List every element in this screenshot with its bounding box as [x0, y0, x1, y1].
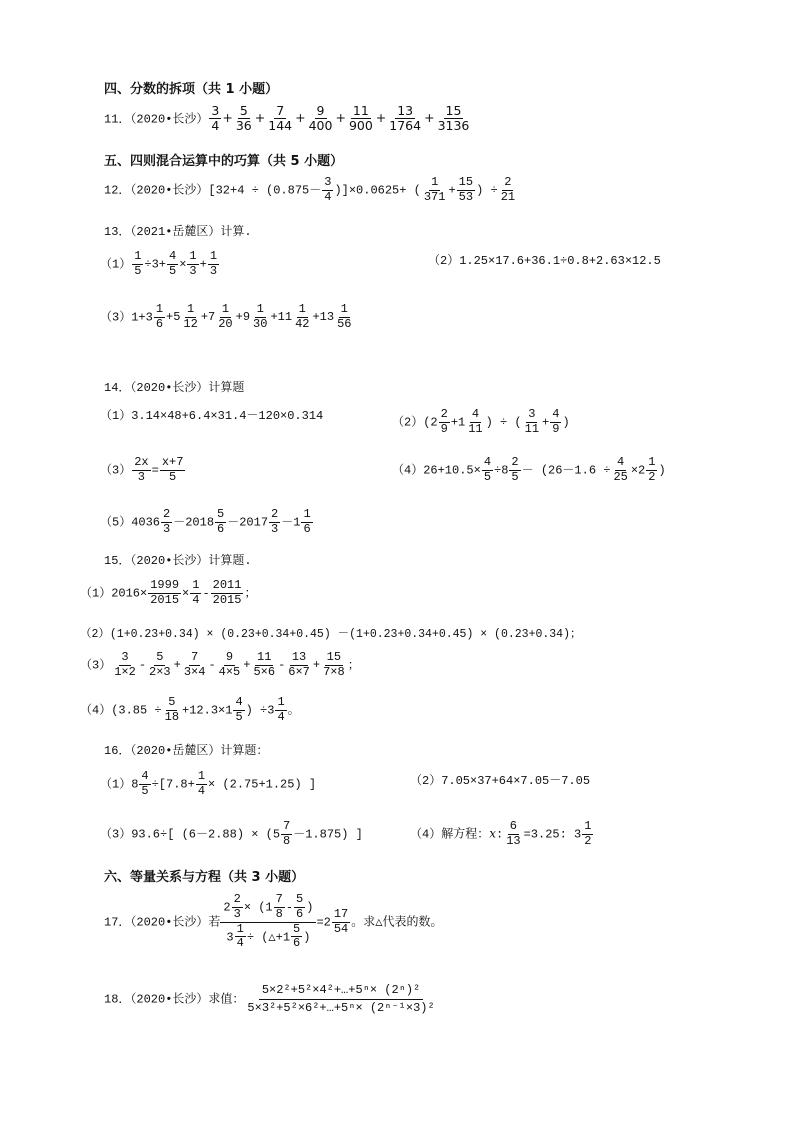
fraction: $\frac{2x}{3}$	[134, 455, 149, 484]
q16-part-2: （2）7.05×37+64×7.05－7.05	[410, 774, 591, 788]
fraction: $\frac{3}{4}$	[324, 175, 332, 204]
fraction: $\frac{17}{54}$	[333, 906, 349, 936]
q17-tail: 。求△代表的数。	[351, 915, 443, 930]
question-12: 12．（2020•长沙）[32+4 ÷ (0.875－ $\frac{3}{4}$ )]×0.0625+ ( $\frac{1}{371}$ + $\frac{15}{53}$ ) ÷ $\frac{2}{21}$	[104, 175, 516, 204]
fraction: $\frac{1}{2}$	[584, 819, 592, 848]
operator: +5	[166, 310, 181, 325]
fraction: $\frac{1999}{2015}$	[150, 578, 180, 607]
operator: +11	[270, 310, 293, 325]
fraction: $\frac{1}{4}$	[277, 695, 285, 724]
fraction: $\frac{4}{5}$	[169, 249, 177, 278]
q14-part-3: （3） $\frac{2x}{3}$ = $\frac{x+7}{5}$	[100, 455, 184, 484]
fraction: $\frac{1}{5}$	[134, 249, 142, 278]
fraction: $\frac{1}{4}$	[197, 769, 206, 798]
q15-part-3: （3） $\frac{3}{1\times 2}$ - $\frac{5}{2\times 3}$ + $\frac{7}{3\times 4}$ - $\frac{9}{4\times 5}$ + $\frac{11}{5\times 6}$ - $\frac{13}{6\times 7}$ + $\frac{15}{7\times 8}$ ；	[80, 650, 360, 679]
question-18	[104, 982, 438, 1017]
section-5-heading: 五、四则混合运算中的巧算（共 5 小题）	[104, 154, 344, 169]
q15-title: 15．（2020•长沙）计算题.	[104, 554, 252, 568]
fraction: $\frac{1}{12}$	[183, 302, 198, 331]
q12-text-2: )]×0.0625+ (	[334, 183, 421, 198]
operator: +	[375, 110, 387, 126]
operator: +	[335, 110, 346, 126]
fraction: $\frac{15}{7\times 8}$	[323, 650, 345, 679]
fraction: $\frac{15}{3136}$	[437, 103, 470, 134]
question-11	[104, 104, 472, 134]
fraction: $\frac{1}{20}$	[218, 302, 233, 331]
operator: +13	[312, 310, 335, 325]
fraction: $\frac{1}{56}$	[337, 302, 352, 331]
q14-part-1: （1）3.14×48+6.4×31.4－120×0.314	[100, 409, 324, 423]
q13-part-1: （1） $\frac{1}{5}$ ÷3+ $\frac{4}{5}$ × $\frac{1}{3}$ + $\frac{1}{3}$	[100, 249, 218, 278]
fraction: $\frac{2}{3}$	[271, 507, 279, 536]
q18-prefix: 18．（2020•长沙）求值：	[104, 992, 245, 1007]
fraction: $\frac{6}{13}$	[506, 819, 521, 848]
q16-title: 16．（2020•岳麓区）计算题：	[104, 744, 269, 758]
q15-part-1: （1）2016× $\frac{1999}{2015}$ × $\frac{1}{4}$ - $\frac{2011}{2015}$ ；	[80, 578, 257, 607]
section-4-heading: 四、分数的拆项（共 1 小题）	[104, 82, 279, 97]
q17-prefix: 17．（2020•长沙）若	[104, 915, 221, 930]
operator: -	[138, 658, 147, 673]
operator: +	[254, 110, 266, 126]
fraction: $\frac{4}{9}$	[552, 407, 560, 436]
fraction: $\frac{5}{2\times 3}$	[149, 650, 171, 679]
fraction: $\frac{1}{30}$	[253, 302, 268, 331]
q15-part-4: （4）(3.85 ÷ $\frac{5}{18}$ +12.3×1 $\frac{4}{5}$ ) ÷3 $\frac{1}{4}$ 。	[80, 695, 300, 724]
q12-text-1: 12．（2020•长沙）[32+4 ÷ (0.875－	[104, 183, 322, 198]
fraction: $\frac{15}{53}$	[458, 175, 474, 204]
fraction: $\frac{3}{1\times 2}$	[114, 650, 136, 679]
section-6-heading: 六、等量关系与方程（共 3 小题）	[104, 870, 305, 885]
q11-fraction-series	[208, 103, 472, 134]
q12-text-3: ) ÷	[476, 183, 498, 198]
fraction: $\frac{4}{5}$	[235, 695, 243, 724]
q14-title: 14．（2020•长沙）计算题	[104, 381, 245, 395]
fraction: $\frac{3}{4}$	[211, 103, 220, 134]
fraction: $\frac{2}{9}$	[440, 407, 448, 436]
fraction: $\frac{x+7}{5}$	[161, 455, 184, 484]
fraction: $\frac{1}{6}$	[155, 302, 164, 331]
q14-part-5: （5）4036 $\frac{2}{3}$ －2018 $\frac{5}{6}$ －2017 $\frac{2}{3}$ －1 $\frac{1}{6}$	[100, 507, 311, 536]
question-17: 17．（2020•长沙）若 2 $\frac{2}{3}$ × (1 $\frac{7}{8}$ - $\frac{5}{6}$ ) 3 $\frac{1}{4}$ ÷ (△+1 $\frac{5}{6}$ ) =2 $\frac{17}{54}$ 。求△代表的数。	[104, 892, 443, 951]
fraction: $\frac{1}{3}$	[189, 249, 197, 278]
q16-part-1: （1）8 $\frac{4}{5}$ ÷[7.8+ $\frac{1}{4}$ × (2.75+1.25) ]	[100, 769, 317, 798]
fraction: $\frac{11}{5\times 6}$	[253, 650, 276, 679]
q17-compound-fraction: 2 $\frac{2}{3}$ × (1 $\frac{7}{8}$ - $\frac{5}{6}$ ) 3 $\frac{1}{4}$ ÷ (△+1 $\frac{5}{6}$ )	[220, 893, 316, 951]
operator: +7	[200, 310, 216, 325]
operator: +	[424, 110, 435, 126]
q15-part-2: （2）(1+0.23+0.34) × (0.23+0.34+0.45) －(1+0.23+0.34+0.45) × (0.23+0.34)；	[80, 628, 582, 641]
fraction: $\frac{1}{2}$	[648, 455, 656, 484]
fraction: $\frac{11}{900}$	[348, 103, 373, 134]
q14-part-2: （2）(2 $\frac{2}{9}$ +1 $\frac{4}{11}$ ) ÷ ( $\frac{3}{11}$ + $\frac{4}{9}$ )	[392, 407, 570, 436]
fraction: $\frac{1}{371}$	[423, 175, 446, 204]
fraction: $\frac{7}{8}$	[283, 819, 291, 848]
fraction: $\frac{1}{42}$	[295, 302, 310, 331]
fraction: $\frac{2}{5}$	[511, 455, 519, 484]
operator: -	[278, 658, 286, 673]
operator: +	[173, 658, 181, 673]
q14-part-4: （4）26+10.5× $\frac{4}{5}$ ÷8 $\frac{2}{5}$ － (26－1.6 ÷ $\frac{4}{25}$ ×2 $\frac{1}{2}$ )	[392, 455, 666, 484]
fraction: $\frac{3}{11}$	[524, 407, 540, 436]
fraction: $\frac{5}{6}$	[217, 507, 225, 536]
q16-part-4: （4）解方程：x: $\frac{6}{13}$ =3.25: 3 $\frac{1}{2}$	[410, 819, 592, 848]
fraction: $\frac{9}{4\times 5}$	[218, 650, 241, 679]
operator: +	[243, 658, 251, 673]
operator: +	[312, 658, 321, 673]
fraction: $\frac{2011}{2015}$	[212, 578, 242, 607]
q18-fraction	[244, 982, 437, 1017]
fraction: $\frac{4}{5}$	[141, 769, 149, 798]
fraction: $\frac{5}{18}$	[164, 695, 180, 724]
fraction: $\frac{4}{5}$	[483, 455, 492, 484]
fraction: $\frac{4}{11}$	[468, 407, 483, 436]
fraction: $\frac{7}{144}$	[268, 103, 293, 134]
q18-denominator: 5×3²+5²×6²+…+5ⁿ× (2ⁿ⁻¹×3)²	[247, 1000, 435, 1015]
operator: -	[208, 658, 216, 673]
fraction: $\frac{1}{6}$	[303, 507, 311, 536]
q16-part-3: （3）93.6÷[ (6－2.88) × (5 $\frac{7}{8}$ －1.875) ]	[100, 819, 363, 848]
q13-part-2: （2）1.25×17.6+36.1÷0.8+2.63×12.5	[428, 254, 661, 268]
fraction: $\frac{13}{1764}$	[389, 103, 422, 134]
fraction: $\frac{4}{25}$	[613, 455, 628, 484]
operator: +	[222, 110, 233, 126]
q13-part-3: （3）1+3 $\frac{1}{6}$ +5 $\frac{1}{12}$ +7 $\frac{1}{20}$ +9 $\frac{1}{30}$ +11 $\frac{1}{42}$ +13 $\frac{1}{56}$	[100, 303, 354, 332]
fraction: $\frac{1}{3}$	[209, 249, 218, 278]
q18-numerator: 5×2²+5²×4²+…+5ⁿ× (2ⁿ)²	[259, 982, 423, 1000]
q11-prefix: 11．（2020•长沙）	[104, 112, 209, 127]
fraction: $\frac{1}{4}$	[192, 578, 200, 607]
operator: +9	[235, 310, 251, 325]
fraction: $\frac{7}{3\times 4}$	[183, 650, 206, 679]
fraction: $\frac{5}{36}$	[235, 103, 252, 134]
fraction: $\frac{13}{6\times 7}$	[288, 650, 310, 679]
fraction: $\frac{2}{3}$	[163, 507, 171, 536]
operator: +	[295, 110, 306, 126]
fraction: $\frac{2}{21}$	[500, 175, 516, 204]
fraction: $\frac{9}{400}$	[308, 103, 333, 134]
q13-title: 13．（2021•岳麓区）计算.	[104, 225, 252, 239]
